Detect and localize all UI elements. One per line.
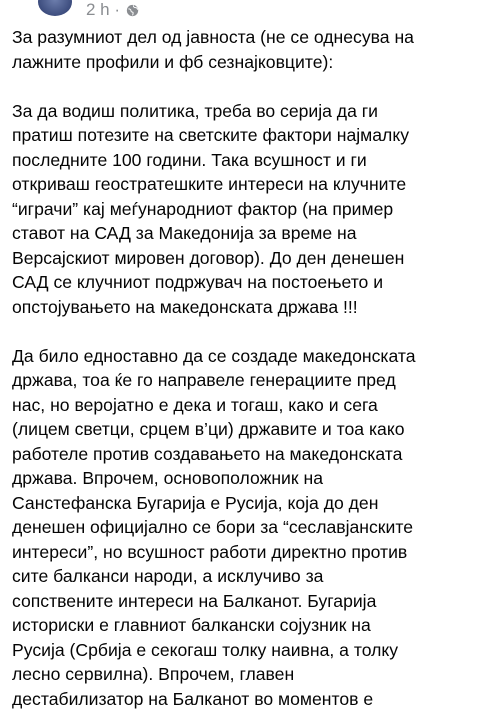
- post-timestamp[interactable]: [86, 0, 139, 20]
- text-line: денешен официјално се бори за “сеславјанските: [12, 515, 474, 540]
- paragraph-3: [12, 344, 474, 711]
- text-line: откриваш геостратешките интереси на клучните: [12, 172, 474, 197]
- text-line: држава, тоа ќе го направеле генерациите пред: [12, 368, 474, 393]
- text-line: сопствените интереси на Балканот. Бугарија: [12, 589, 474, 614]
- paragraph-1: [12, 25, 474, 74]
- text-line: историски е главниот балкански сојузник на: [12, 613, 474, 638]
- text-line: пратиш потезите на светските фактори најмалку: [12, 123, 474, 148]
- post-body: [12, 25, 474, 711]
- text-line: Русија (Србија е секогаш толку наивна, а толку: [12, 638, 474, 663]
- text-line: САД се клучниот подржувач на постоењето и: [12, 270, 474, 295]
- globe-icon: [126, 4, 139, 17]
- text-line: дестабилизатор на Балканот во моментов е: [12, 687, 474, 711]
- text-line: (лицем светци, срцем в’ци) државите и тоа како: [12, 417, 474, 442]
- text-line: ставот на САД за Македонија за време на: [12, 221, 474, 246]
- timestamp-text: 2 h ·: [86, 0, 120, 19]
- text-line: Версајскиот мировен договор). До ден денешен: [12, 246, 474, 271]
- avatar[interactable]: [38, 0, 72, 16]
- text-line: Санстефанска Бугарија е Русија, која до ден: [12, 491, 474, 516]
- text-line: лесно сервилна). Впрочем, главен: [12, 662, 474, 687]
- text-line: држава. Впрочем, основоположник на: [12, 466, 474, 491]
- text-line: лажните профили и фб сезнајковците):: [12, 50, 474, 75]
- text-line: Да било едноставно да се создаде македонската: [12, 344, 474, 369]
- text-line: “играчи” кај меѓународниот фактор (на пример: [12, 197, 474, 222]
- text-line: сите балканси народи, а исклучиво за: [12, 564, 474, 589]
- paragraph-2: [12, 99, 474, 320]
- text-line: За разумниот дел од јавноста (не се однесува на: [12, 25, 474, 50]
- text-line: интереси”, но всушност работи директно против: [12, 540, 474, 565]
- text-line: последните 100 години. Така всушност и ги: [12, 148, 474, 173]
- text-line: работеле против создавањето на македонската: [12, 442, 474, 467]
- text-line: За да водиш политика, треба во серија да ги: [12, 99, 474, 124]
- text-line: опстојувањето на македонската држава !!!: [12, 295, 474, 320]
- text-line: нас, но веројатно е дека и тогаш, како и сега: [12, 393, 474, 418]
